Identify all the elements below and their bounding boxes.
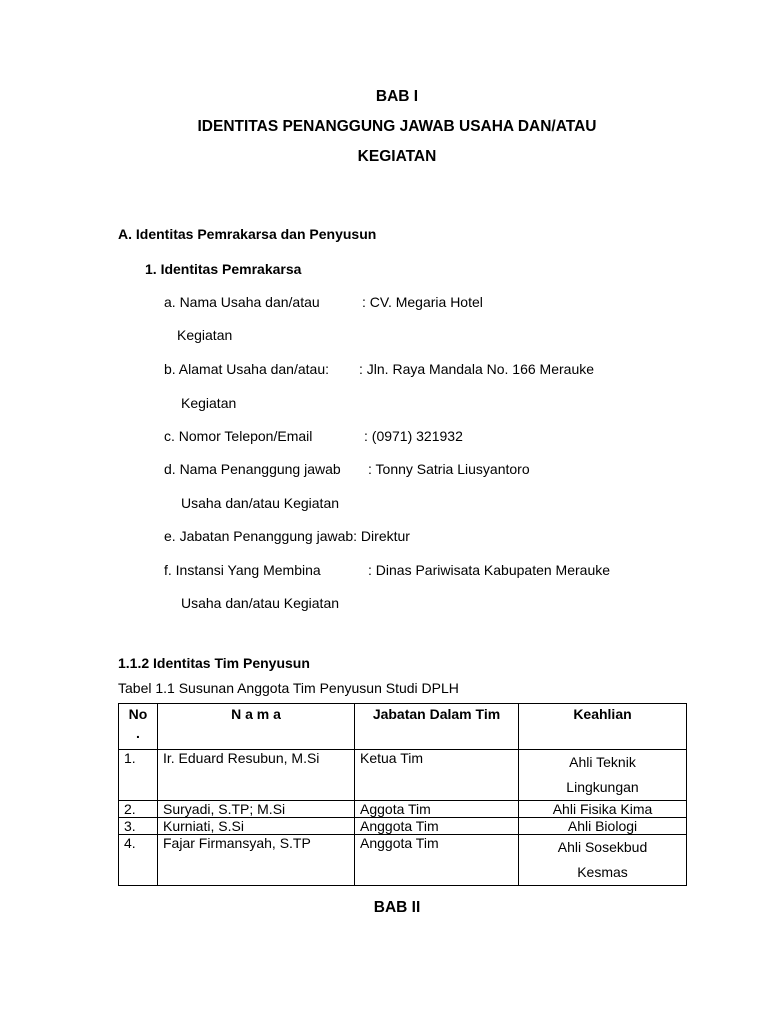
item-b-label: b. Alamat Usaha dan/atau: <box>164 361 329 377</box>
item-d-label: d. Nama Penanggung jawab <box>164 461 341 477</box>
item-d-continuation: Usaha dan/atau Kegiatan <box>181 495 340 511</box>
next-chapter-title: BAB II <box>373 899 421 916</box>
header-nama: N a m a <box>158 704 355 750</box>
cell-no: 4. <box>119 835 158 886</box>
table-caption: Tabel 1.1 Susunan Anggota Tim Penyusun Studi DPLH <box>118 680 459 696</box>
item-f-value: : Dinas Pariwisata Kabupaten Merauke <box>368 562 611 578</box>
cell-nama: Fajar Firmansyah, S.TP <box>158 835 355 886</box>
chapter-subtitle-line1: IDENTITAS PENANGGUNG JAWAB USAHA DAN/ATAU <box>197 118 597 135</box>
subsection-112-heading: 1.1.2 Identitas Tim Penyusun <box>118 655 310 671</box>
item-c-label: c. Nomor Telepon/Email <box>164 428 313 444</box>
cell-keahlian-line1: Ahli Teknik <box>569 754 636 770</box>
cell-no: 2. <box>119 801 158 818</box>
cell-keahlian-line2: Lingkungan <box>566 779 639 795</box>
table-header-row <box>119 704 687 750</box>
item-a-continuation: Kegiatan <box>177 327 233 343</box>
cell-jabatan: Aggota Tim <box>355 801 519 818</box>
cell-keahlian: Ahli Biologi <box>519 818 687 835</box>
cell-nama: Ir. Eduard Resubun, M.Si <box>158 750 355 801</box>
table-row <box>119 801 687 818</box>
chapter-title: BAB I <box>375 88 419 105</box>
item-b-value: : Jln. Raya Mandala No. 166 Merauke <box>359 361 595 377</box>
item-a-value: : CV. Megaria Hotel <box>362 294 483 310</box>
cell-jabatan: Anggota Tim <box>355 818 519 835</box>
item-b-continuation: Kegiatan <box>181 395 237 411</box>
table-row <box>119 818 687 835</box>
cell-keahlian <box>519 835 687 886</box>
team-table <box>118 703 687 886</box>
cell-jabatan: Ketua Tim <box>355 750 519 801</box>
cell-keahlian-line1: Ahli Sosekbud <box>557 839 648 855</box>
table-row <box>119 835 687 886</box>
item-a-label: a. Nama Usaha dan/atau <box>164 294 320 310</box>
header-jabatan: Jabatan Dalam Tim <box>355 704 519 750</box>
item-f-continuation: Usaha dan/atau Kegiatan <box>181 595 340 611</box>
cell-no: 3. <box>119 818 158 835</box>
chapter-subtitle-line2: KEGIATAN <box>357 148 437 165</box>
header-no-line2: . <box>136 725 140 741</box>
item-e-line: e. Jabatan Penanggung jawab: Direktur <box>164 528 410 544</box>
cell-nama: Suryadi, S.TP; M.Si <box>158 801 355 818</box>
cell-no: 1. <box>119 750 158 801</box>
subsection-1-heading: 1. Identitas Pemrakarsa <box>145 261 302 277</box>
item-d-value: : Tonny Satria Liusyantoro <box>368 461 530 477</box>
cell-keahlian-line2: Kesmas <box>577 864 628 880</box>
item-f-label: f. Instansi Yang Membina <box>164 562 321 578</box>
cell-nama: Kurniati, S.Si <box>158 818 355 835</box>
section-a-heading: A. Identitas Pemrakarsa dan Penyusun <box>118 226 377 242</box>
header-no <box>119 704 158 750</box>
cell-keahlian <box>519 750 687 801</box>
cell-jabatan: Anggota Tim <box>355 835 519 886</box>
header-keahlian: Keahlian <box>519 704 687 750</box>
header-no-line1: No <box>128 706 148 722</box>
item-c-value: : (0971) 321932 <box>364 428 463 444</box>
table-row <box>119 750 687 801</box>
cell-keahlian: Ahli Fisika Kima <box>519 801 687 818</box>
